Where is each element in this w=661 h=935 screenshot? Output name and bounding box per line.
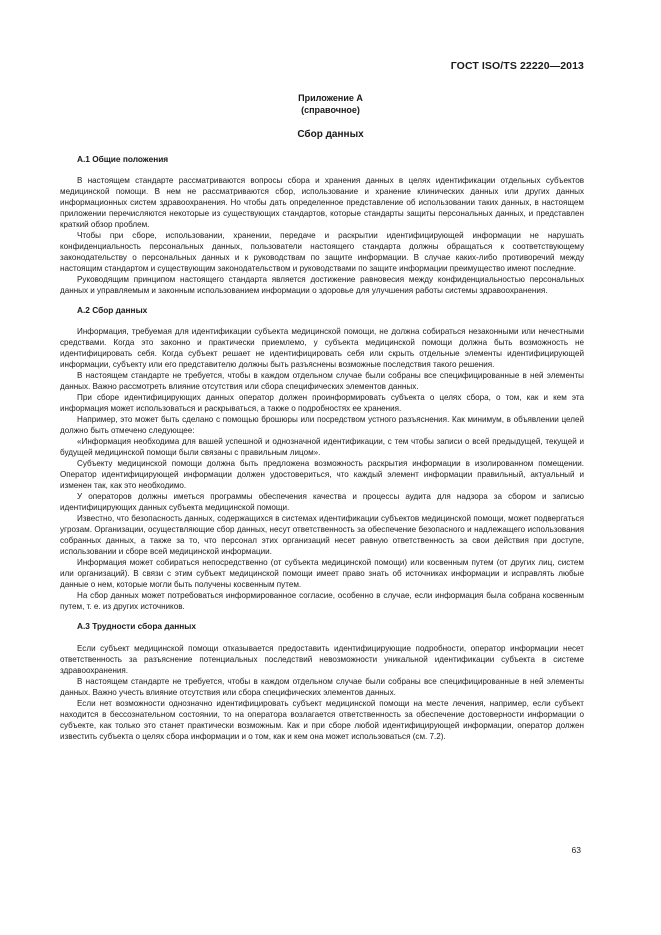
annex-title-block: [0, 92, 661, 116]
paragraph: В настоящем стандарте рассматриваются вопросы сбора и хранения данных в целях идентификации отдельных субъектов медицинской помощи. В нем не рассматриваются сбор, использование и хранение клинических данных или других данных информационных систем здравоохранения. Но чтобы дать определенное представление об использовании таких данных, в настоящем приложении перечисляются некоторые из существующих стандартов, которые стандарты защиты персональных данных, и представлен краткий обзор проблем.: [60, 176, 584, 229]
paragraph: Чтобы при сборе, использовании, хранении, передаче и раскрытии идентифицирующей информации не нарушать конфиденциальность персональных данных, пользователи настоящего стандарта должны обращаться к соответствующему законодательству о персональных данных и к руководствам по защите информации. В случае каких-либо противоречий между настоящим стандартом и существующим законодательством и руководствами по защите информации преимущество имеют последние.: [60, 231, 584, 273]
page-number: 63: [571, 845, 581, 855]
paragraph: Информация может собираться непосредственно (от субъекта медицинской помощи) или косвенным путем (от других лиц, систем или организаций). В связи с этим субъект медицинской помощи имеет право знать об источниках информации и исправлять любые данные о нем, которые могли быть получены косвенным путем.: [60, 558, 584, 589]
paragraph: Известно, что безопасность данных, содержащихся в системах идентификации субъектов медицинской помощи, может подвергаться угрозам. Организации, осуществляющие сбор данных, несут ответственность за обеспечение безопасного и надлежащего использования собранных данных, а также за то, что персонал этих организаций несет равную ответственность за свои действия при доступе, использовании и сборе всей медицинской информации.: [60, 514, 584, 556]
paragraph: Например, это может быть сделано с помощью брошюры или посредством устного разъяснения. Как минимум, в объявлении целей должно быть отмечено следующее:: [60, 415, 584, 435]
paragraph: Информация, требуемая для идентификации субъекта медицинской помощи, не должна собираться незаконными или нечестными средствами. Когда это законно и практически приемлемо, у субъекта медицинской помощи должна быть возможность не идентифицировать себя. Когда субъект решает не идентифицировать себя или скрыть отдельные элементы идентифицирующей информации, субъекту или его представителю должны быть разъяснены возможные последствия такого решения.: [60, 327, 584, 369]
annex-type: (справочное): [301, 105, 360, 115]
paragraph: В настоящем стандарте не требуется, чтобы в каждом отдельном случае были собраны все специфицированные в ней элементы данных. Важно рассмотреть влияние отсутствия или сбора специфических элементов данных.: [60, 371, 584, 391]
section-collection-difficulties: [60, 621, 584, 742]
document-body: [60, 154, 584, 742]
annex-title: Приложение А: [298, 93, 363, 103]
standard-code: ГОСТ ISO/TS 22220—2013: [450, 60, 584, 72]
section-heading: А.2 Сбор данных: [77, 305, 148, 315]
paragraph: В настоящем стандарте не требуется, чтобы в каждом отдельном случае были собраны все специфицированные в ней элементы данных. Важно учесть влияние отсутствия или сбора специфических элементов данных.: [60, 677, 584, 697]
paragraph: На сбор данных может потребоваться информированное согласие, особенно в случае, если информация была собрана косвенным путем, т. е. из других источников.: [60, 591, 584, 611]
section-heading: А.1 Общие положения: [77, 154, 169, 164]
paragraph: Если субъект медицинской помощи отказывается предоставить идентифицирующие подробности, оператор информации несет ответственность за разъяснение потенциальных последствий невозможности уникальной идентификации субъекта в системе здравоохранения.: [60, 644, 584, 675]
paragraph: Руководящим принципом настоящего стандарта является достижение равновесия между конфиденциальностью персональных данных и управляемым и законным использованием информации о здоровье для улучшения работы системы здравоохранения.: [60, 275, 584, 295]
section-general: [60, 154, 584, 296]
section-data-collection: [60, 305, 584, 612]
paragraph: При сборе идентифицирующих данных оператор должен проинформировать субъекта о целях сбора, о том, как и кем эта информация может использоваться и раскрываться, а также о подробностях ее хранения.: [60, 393, 584, 413]
paragraph: У операторов должны иметься программы обеспечения качества и процессы аудита для надзора за сбором и записью идентифицирующих данных субъекта медицинской помощи.: [60, 492, 584, 512]
paragraph: «Информация необходима для вашей успешной и однозначной идентификации, с тем чтобы записи о всей предыдущей, текущей и будущей медицинской помощи были связаны с правильным лицом».: [60, 437, 584, 457]
main-title: Сбор данных: [297, 129, 364, 140]
paragraph: Субъекту медицинской помощи должна быть предложена возможность раскрытия информации в изолированном помещении. Оператор идентифицирующей информации должен удостовериться, что каждый элемент информации правильный, актуальный и изменен так, как это необходимо.: [60, 459, 584, 490]
paragraph: Если нет возможности однозначно идентифицировать субъект медицинской помощи на месте лечения, например, если субъект находится в бессознательном состоянии, то на оператора возлагается ответственность за обеспечение достоверности информации о субъекте, как только это станет практически возможным. Как и при сборе любой идентифицирующей информации, оператор должен известить субъекта о целях сбора информации и о том, как и кем она может использоваться (см. 7.2).: [60, 699, 584, 741]
section-heading: А.3 Трудности сбора данных: [77, 621, 196, 631]
